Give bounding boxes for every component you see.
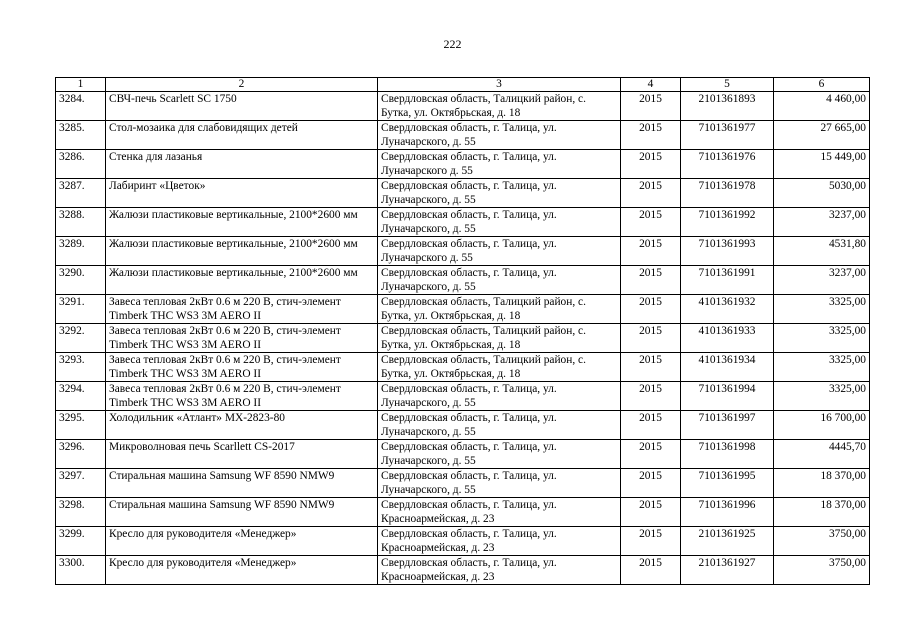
item-cost: 18 370,00: [774, 469, 870, 498]
row-number: 3290.: [56, 266, 106, 295]
item-cost: 3325,00: [774, 324, 870, 353]
item-name: Холодильник «Атлант» МХ-2823-80: [106, 411, 378, 440]
row-number: 3286.: [56, 150, 106, 179]
row-number: 3294.: [56, 382, 106, 411]
table-row: [56, 208, 870, 237]
item-address: Свердловская область, Талицкий район, с. Бутка, ул. Октябрьская, д. 18: [378, 353, 621, 382]
table-row: [56, 295, 870, 324]
item-address: Свердловская область, г. Талица, ул. Луначарского, д. 55: [378, 179, 621, 208]
item-year: 2015: [621, 295, 681, 324]
item-address: Свердловская область, г. Талица, ул. Луначарского, д. 55: [378, 266, 621, 295]
item-address: Свердловская область, г. Талица, ул. Луначарского, д. 55: [378, 440, 621, 469]
column-header-2: 2: [106, 78, 378, 92]
item-cost: 3237,00: [774, 266, 870, 295]
property-registry-table: [55, 77, 870, 585]
item-year: 2015: [621, 92, 681, 121]
item-address: Свердловская область, г. Талица, ул. Луначарского, д. 55: [378, 382, 621, 411]
item-address: Свердловская область, г. Талица, ул. Красноармейская, д. 23: [378, 527, 621, 556]
inventory-number: 4101361933: [681, 324, 774, 353]
table-row: [56, 121, 870, 150]
item-year: 2015: [621, 324, 681, 353]
row-number: 3297.: [56, 469, 106, 498]
item-cost: 15 449,00: [774, 150, 870, 179]
item-address: Свердловская область, Талицкий район, с. Бутка, ул. Октябрьская, д. 18: [378, 324, 621, 353]
item-name: Кресло для руководителя «Менеджер»: [106, 556, 378, 585]
item-year: 2015: [621, 179, 681, 208]
column-header-5: 5: [681, 78, 774, 92]
inventory-number: 4101361934: [681, 353, 774, 382]
column-header-4: 4: [621, 78, 681, 92]
item-year: 2015: [621, 266, 681, 295]
table-row: [56, 237, 870, 266]
row-number: 3292.: [56, 324, 106, 353]
table-row: [56, 92, 870, 121]
item-cost: 3237,00: [774, 208, 870, 237]
item-cost: 18 370,00: [774, 498, 870, 527]
item-address: Свердловская область, г. Талица, ул. Луначарского, д. 55: [378, 121, 621, 150]
item-cost: 3325,00: [774, 382, 870, 411]
item-cost: 4 460,00: [774, 92, 870, 121]
row-number: 3284.: [56, 92, 106, 121]
column-header-1: 1: [56, 78, 106, 92]
item-cost: 16 700,00: [774, 411, 870, 440]
inventory-number: 7101361976: [681, 150, 774, 179]
inventory-number: 7101361997: [681, 411, 774, 440]
item-name: Жалюзи пластиковые вертикальные, 2100*2600 мм: [106, 208, 378, 237]
row-number: 3295.: [56, 411, 106, 440]
item-year: 2015: [621, 556, 681, 585]
row-number: 3288.: [56, 208, 106, 237]
row-number: 3289.: [56, 237, 106, 266]
item-address: Свердловская область, г. Талица, ул. Луначарского д. 55: [378, 150, 621, 179]
item-address: Свердловская область, г. Талица, ул. Красноармейская, д. 23: [378, 556, 621, 585]
item-year: 2015: [621, 382, 681, 411]
table-row: [56, 411, 870, 440]
column-header-3: 3: [378, 78, 621, 92]
item-year: 2015: [621, 498, 681, 527]
row-number: 3299.: [56, 527, 106, 556]
item-name: Стол-мозаика для слабовидящих детей: [106, 121, 378, 150]
item-name: Жалюзи пластиковые вертикальные, 2100*2600 мм: [106, 237, 378, 266]
row-number: 3285.: [56, 121, 106, 150]
table-row: [56, 324, 870, 353]
item-cost: 3325,00: [774, 295, 870, 324]
item-name: Стенка для лазанья: [106, 150, 378, 179]
item-name: Завеса тепловая 2кВт 0.6 м 220 В, стич-элемент Timberk THC WS3 3M AERO II: [106, 324, 378, 353]
inventory-number: 7101361993: [681, 237, 774, 266]
item-year: 2015: [621, 121, 681, 150]
item-year: 2015: [621, 150, 681, 179]
row-number: 3293.: [56, 353, 106, 382]
row-number: 3287.: [56, 179, 106, 208]
item-year: 2015: [621, 411, 681, 440]
item-address: Свердловская область, г. Талица, ул. Луначарского, д. 55: [378, 469, 621, 498]
column-header-6: 6: [774, 78, 870, 92]
item-year: 2015: [621, 237, 681, 266]
item-name: Лабиринт «Цветок»: [106, 179, 378, 208]
table-row: [56, 353, 870, 382]
table-row: [56, 266, 870, 295]
item-name: Стиральная машина Samsung WF 8590 NMW9: [106, 469, 378, 498]
inventory-number: 7101361994: [681, 382, 774, 411]
item-name: Завеса тепловая 2кВт 0.6 м 220 В, стич-элемент Timberk THC WS3 3M AERO II: [106, 382, 378, 411]
inventory-number: 7101361977: [681, 121, 774, 150]
item-year: 2015: [621, 527, 681, 556]
inventory-number: 7101361991: [681, 266, 774, 295]
table-row: [56, 556, 870, 585]
row-number: 3291.: [56, 295, 106, 324]
item-cost: 3325,00: [774, 353, 870, 382]
item-name: Стиральная машина Samsung WF 8590 NMW9: [106, 498, 378, 527]
page-number: 222: [443, 37, 462, 51]
table-row: [56, 469, 870, 498]
table-row: [56, 179, 870, 208]
inventory-number: 7101361996: [681, 498, 774, 527]
item-address: Свердловская область, Талицкий район, с. Бутка, ул. Октябрьская, д. 18: [378, 295, 621, 324]
item-address: Свердловская область, г. Талица, ул. Луначарского д. 55: [378, 237, 621, 266]
item-year: 2015: [621, 353, 681, 382]
item-cost: 3750,00: [774, 556, 870, 585]
item-year: 2015: [621, 469, 681, 498]
inventory-number: 2101361927: [681, 556, 774, 585]
table-header-row: [56, 78, 870, 92]
item-cost: 5030,00: [774, 179, 870, 208]
item-cost: 4445,70: [774, 440, 870, 469]
row-number: 3298.: [56, 498, 106, 527]
item-cost: 27 665,00: [774, 121, 870, 150]
item-name: СВЧ-печь Scarlett SC 1750: [106, 92, 378, 121]
item-cost: 3750,00: [774, 527, 870, 556]
inventory-number: 2101361893: [681, 92, 774, 121]
item-address: Свердловская область, г. Талица, ул. Луначарского, д. 55: [378, 411, 621, 440]
item-address: Свердловская область, Талицкий район, с. Бутка, ул. Октябрьская, д. 18: [378, 92, 621, 121]
table-row: [56, 498, 870, 527]
inventory-number: 7101361998: [681, 440, 774, 469]
item-name: Микроволновая печь Scarllett CS-2017: [106, 440, 378, 469]
item-year: 2015: [621, 440, 681, 469]
inventory-number: 7101361995: [681, 469, 774, 498]
item-name: Завеса тепловая 2кВт 0.6 м 220 В, стич-элемент Timberk THC WS3 3M AERO II: [106, 353, 378, 382]
table-row: [56, 440, 870, 469]
inventory-number: 2101361925: [681, 527, 774, 556]
inventory-number: 7101361992: [681, 208, 774, 237]
inventory-number: 7101361978: [681, 179, 774, 208]
row-number: 3300.: [56, 556, 106, 585]
item-name: Жалюзи пластиковые вертикальные, 2100*2600 мм: [106, 266, 378, 295]
table-row: [56, 527, 870, 556]
row-number: 3296.: [56, 440, 106, 469]
inventory-number: 4101361932: [681, 295, 774, 324]
item-name: Завеса тепловая 2кВт 0.6 м 220 В, стич-элемент Timberk THC WS3 3M AERO II: [106, 295, 378, 324]
table-row: [56, 150, 870, 179]
item-year: 2015: [621, 208, 681, 237]
item-cost: 4531,80: [774, 237, 870, 266]
item-address: Свердловская область, г. Талица, ул. Красноармейская, д. 23: [378, 498, 621, 527]
table-row: [56, 382, 870, 411]
item-address: Свердловская область, г. Талица, ул. Луначарского, д. 55: [378, 208, 621, 237]
item-name: Кресло для руководителя «Менеджер»: [106, 527, 378, 556]
